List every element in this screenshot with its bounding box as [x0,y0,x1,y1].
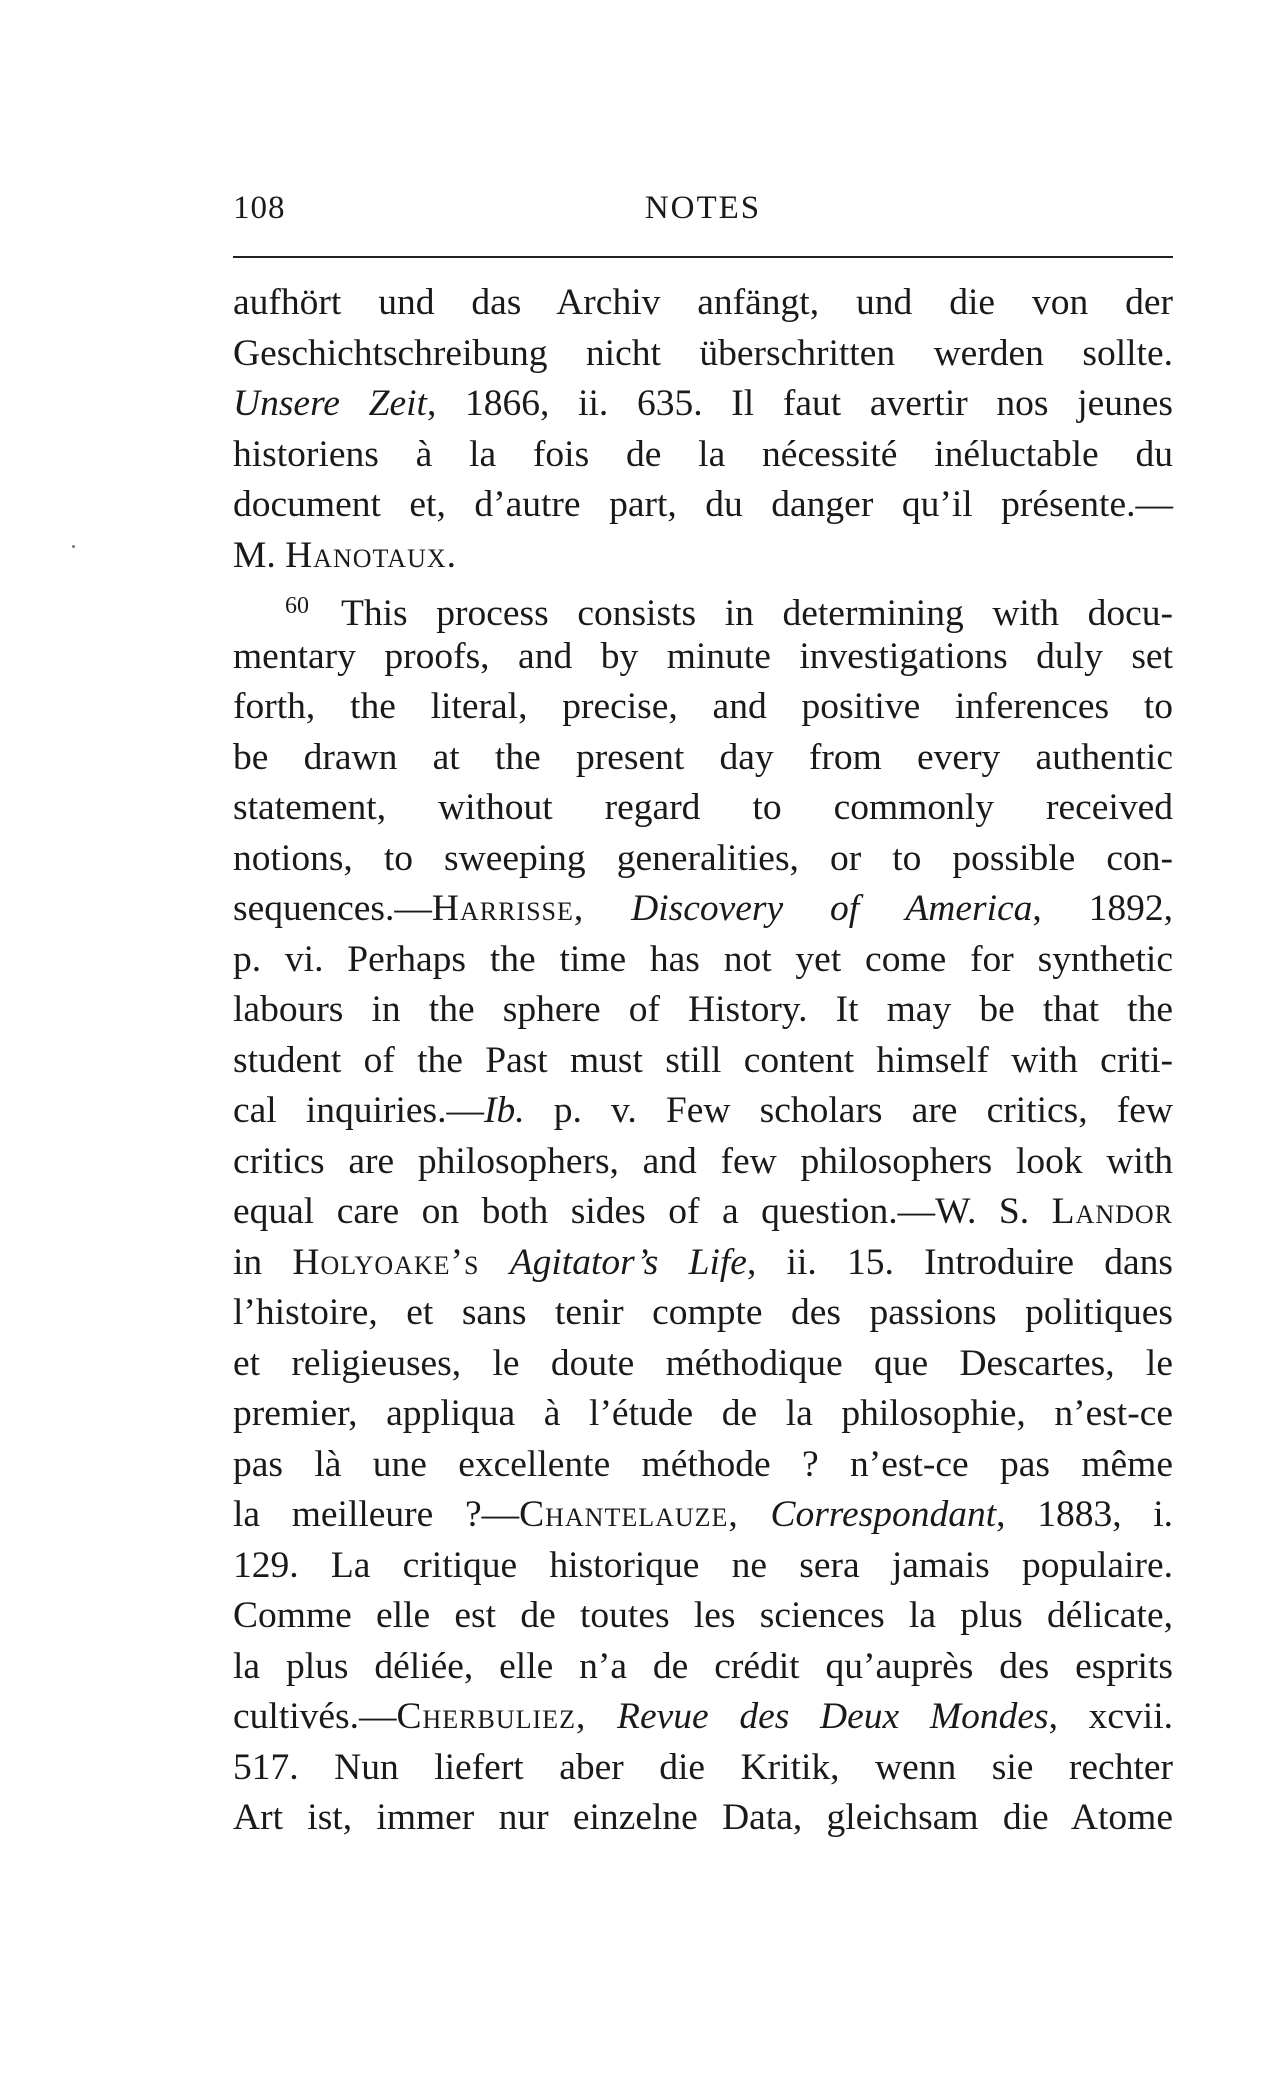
text-line: l’histoire, et sans tenir compte des passions politiques [233,1292,1173,1333]
work-title: Correspondant [770,1494,997,1535]
note-number: 60 [285,593,309,619]
text-line: labours in the sphere of History. It may be that the [233,989,1173,1030]
author-name: Hanotaux. [285,534,458,576]
text-line: student of the Past must still content himself with criti- [233,1039,1173,1081]
author-name: Chantelauze, [519,1494,739,1535]
author-name: Cherbuliez, [396,1696,587,1737]
running-head: NOTES [644,190,762,226]
text-line: mentary proofs, and by minute investigations duly set [233,635,1173,677]
text-line: cal inquiries.—Ib. p. v. Few scholars are critics, few [233,1090,1173,1131]
page-number: 108 [233,190,286,226]
text-line: statement, without regard to commonly received [233,787,1173,828]
work-title: Revue des Deux Mondes [617,1696,1049,1737]
work-title: Discovery of America [631,888,1033,929]
text-line: la meilleure ?—Chantelauze, Correspondant, 1883, i. [233,1494,1174,1535]
text-line: premier, appliqua à l’étude de la philosophie, n’est-ce [233,1393,1173,1434]
text-line: Comme elle est de toutes les sciences la plus délicate, [233,1595,1173,1636]
notes-body [233,278,1173,1844]
text-line: notions, to sweeping generalities, or to possible con- [233,837,1173,879]
text-line: 129. La critique historique ne sera jamais populaire. [233,1544,1173,1586]
text-line: forth, the literal, precise, and positive inferences to [233,686,1173,727]
author-name: Landor [1051,1191,1173,1232]
author-name: Holyoake’s [292,1241,480,1283]
stray-mark [72,545,75,548]
text-line: pas là une excellente méthode ? n’est-ce pas même [233,1443,1173,1485]
work-title: Ib. [483,1090,525,1131]
page-header [233,190,1173,240]
text-line: in Holyoake’s Agitator’s Life, ii. 15. Introduire dans [233,1241,1174,1283]
text-line: 517. Nun liefert aber die Kritik, wenn sie rechter [233,1746,1173,1788]
text-line: et religieuses, le doute méthodique que Descartes, le [233,1342,1173,1384]
text-line: p. vi. Perhaps the time has not yet come for synthetic [233,938,1173,980]
text-line: Art ist, immer nur einzelne Data, gleichsam die Atome [233,1797,1173,1838]
text-line: M. Hanotaux. [233,534,458,576]
text-line: critics are philosophers, and few philosophers look with [233,1140,1173,1182]
work-title: Agitator’s Life [509,1241,747,1283]
text-line: aufhört und das Archiv anfängt, und die von der [233,282,1173,323]
text-line: be drawn at the present day from every authentic [233,736,1173,778]
text-line: la plus déliée, elle n’a de crédit qu’auprès des esprits [233,1645,1173,1687]
note-60-start: $^{60}$ This process consists in determining with docu- [285,593,1173,634]
text-line: sequences.—Harrisse, Discovery of America, 1892, [233,888,1174,929]
text-line: equal care on both sides of a question.—W. S. Landor [233,1191,1173,1232]
text-line: Unsere Zeit, 1866, ii. 635. Il faut avertir nos jeunes [233,383,1173,424]
author-name: Harrisse, [431,888,585,929]
text-line: Geschichtschreibung nicht überschritten werden sollte. [233,332,1173,374]
text-line: cultivés.—Cherbuliez, Revue des Deux Mondes, xcvii. [233,1696,1173,1737]
work-title: Unsere Zeit [233,383,427,424]
text-line: historiens à la fois de la nécessité inéluctable du [233,433,1173,475]
header-rule [233,256,1173,258]
text-line: document et, d’autre part, du danger qu’il présente.— [233,484,1173,525]
